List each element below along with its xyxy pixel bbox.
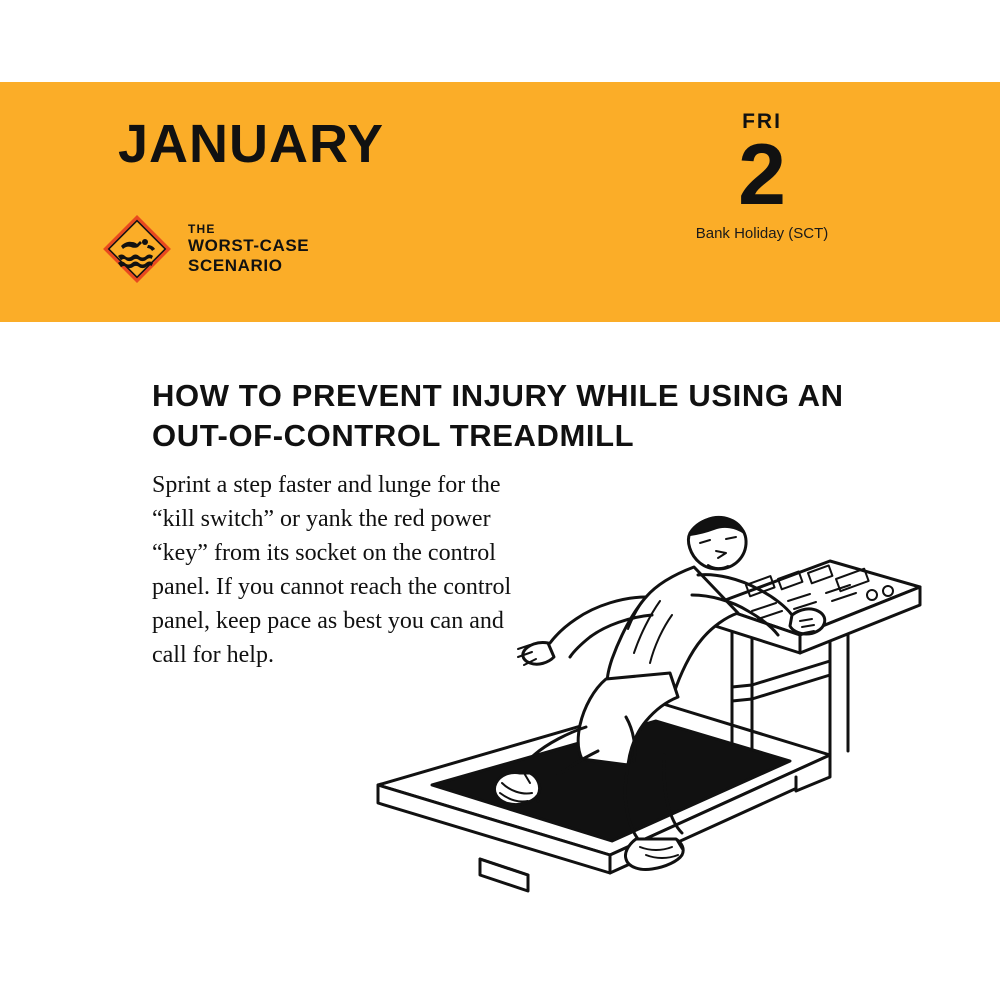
day-of-week: FRI	[742, 110, 782, 133]
brand-line-1: THE	[188, 221, 216, 236]
page-title: JANUARY	[118, 114, 385, 174]
brand-line-2: WORST-CASE	[188, 236, 310, 256]
date-block	[642, 110, 882, 242]
treadmill-runner-illustration	[360, 455, 980, 895]
warning-diamond-icon	[100, 212, 174, 286]
brand-lockup	[100, 212, 309, 286]
brand-line-3: SCENARIO	[188, 256, 283, 276]
brand-text	[188, 222, 309, 276]
article-body: Sprint a step faster and lunge for the “kill switch” or yank the red power “key” from its socket on the control panel. If you cannot reach the control panel, keep pace as best you can and call for help.	[152, 472, 512, 669]
header-band	[0, 82, 1000, 322]
holiday-note: Bank Holiday (SCT)	[695, 225, 829, 243]
day-number: 2	[738, 127, 786, 223]
article-headline: HOW TO PREVENT INJURY WHILE USING AN OUT-OF-CONTROL TREADMILL	[152, 378, 844, 453]
